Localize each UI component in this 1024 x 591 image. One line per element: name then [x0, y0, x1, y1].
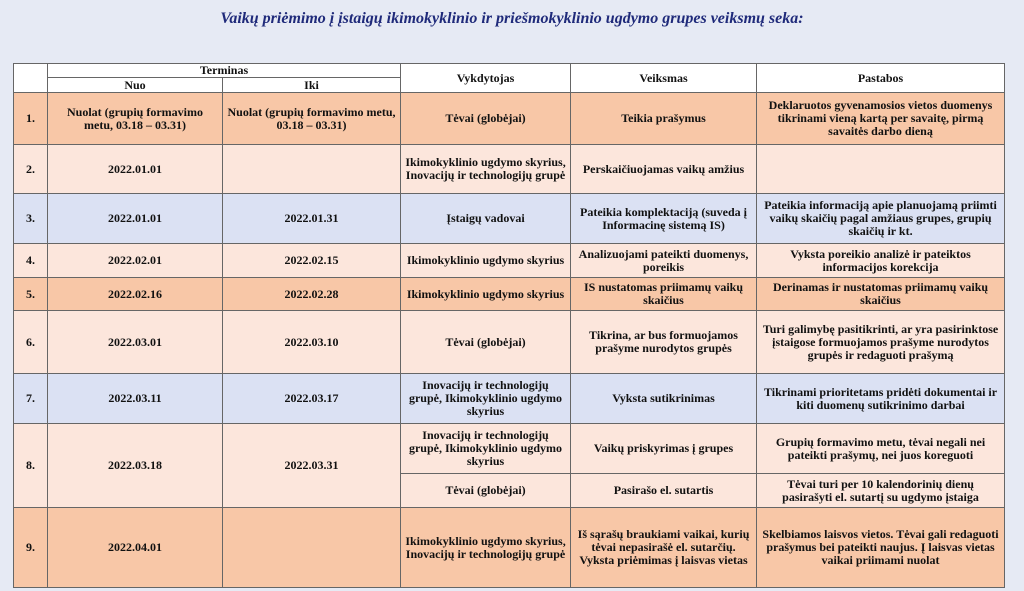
table-row — [14, 311, 1005, 374]
cell-vykdytojas: Ikimokyklinio ugdymo skyrius, Inovacijų ir technologijų grupė — [401, 508, 571, 588]
cell-veiksmas: Pateikia komplektaciją (suveda į Informacinę sistemą IS) — [571, 194, 757, 244]
row-number: 7. — [14, 374, 48, 424]
cell-veiksmas: Perskaičiuojamas vaikų amžius — [571, 145, 757, 194]
cell-pastabos: Skelbiamos laisvos vietos. Tėvai gali redaguoti prašymus bei pateikti naujus. Į laisvas vietas vaikai priimami nuolat — [757, 508, 1005, 588]
cell-iki: 2022.03.10 — [223, 311, 401, 374]
cell-veiksmas: Tikrina, ar bus formuojamos prašyme nurodytos grupės — [571, 311, 757, 374]
cell-veiksmas: IS nustatomas priimamų vaikų skaičius — [571, 278, 757, 311]
cell-nuo: 2022.03.01 — [48, 311, 223, 374]
row-number: 9. — [14, 508, 48, 588]
header-terminas: Terminas — [48, 64, 401, 78]
cell-vykdytojas: Ikimokyklinio ugdymo skyrius — [401, 278, 571, 311]
header-veiksmas: Veiksmas — [571, 64, 757, 93]
cell-veiksmas: Analizuojami pateikti duomenys, poreikis — [571, 244, 757, 278]
cell-pastabos: Derinamas ir nustatomas priimamų vaikų skaičius — [757, 278, 1005, 311]
cell-nuo: 2022.02.16 — [48, 278, 223, 311]
cell-veiksmas: Vyksta sutikrinimas — [571, 374, 757, 424]
cell-pastabos: Grupių formavimo metu, tėvai negali nei pateikti prašymų, nei juos koreguoti — [757, 424, 1005, 474]
header-pastabos: Pastabos — [757, 64, 1005, 93]
page-title: Vaikų priėmimo į įstaigų ikimokyklinio ir priešmokyklinio ugdymo grupes veiksmų seka: — [220, 10, 804, 27]
row-number: 1. — [14, 93, 48, 145]
cell-iki — [223, 145, 401, 194]
row-number: 2. — [14, 145, 48, 194]
cell-pastabos: Turi galimybę pasitikrinti, ar yra pasirinktose įstaigose formuojamos prašyme nurodytos grupės ir redaguoti prašymą — [757, 311, 1005, 374]
cell-iki — [223, 508, 401, 588]
cell-vykdytojas: Ikimokyklinio ugdymo skyrius — [401, 244, 571, 278]
cell-iki: 2022.03.17 — [223, 374, 401, 424]
row-number: 5. — [14, 278, 48, 311]
cell-vykdytojas: Tėvai (globėjai) — [401, 311, 571, 374]
table-row — [14, 244, 1005, 278]
header-nuo: Nuo — [48, 78, 223, 93]
cell-vykdytojas: Ikimokyklinio ugdymo skyrius, Inovacijų ir technologijų grupė — [401, 145, 571, 194]
cell-nuo: 2022.01.01 — [48, 194, 223, 244]
table-row — [14, 508, 1005, 588]
cell-nuo: 2022.01.01 — [48, 145, 223, 194]
cell-pastabos: Vyksta poreikio analizė ir pateiktos informacijos korekcija — [757, 244, 1005, 278]
table-row — [14, 145, 1005, 194]
cell-veiksmas: Iš sąrašų braukiami vaikai, kurių tėvai nepasirašė el. sutarčių. Vyksta priėmimas į laisvas vietas — [571, 508, 757, 588]
header-vykdytojas: Vykdytojas — [401, 64, 571, 93]
cell-iki: 2022.03.31 — [223, 424, 401, 508]
cell-veiksmas: Vaikų priskyrimas į grupes — [571, 424, 757, 474]
cell-nuo: Nuolat (grupių formavimo metu, 03.18 – 03.31) — [48, 93, 223, 145]
cell-vykdytojas: Tėvai (globėjai) — [401, 93, 571, 145]
row-number: 4. — [14, 244, 48, 278]
cell-nuo: 2022.04.01 — [48, 508, 223, 588]
table-row — [14, 93, 1005, 145]
cell-nuo: 2022.03.11 — [48, 374, 223, 424]
cell-iki: 2022.02.28 — [223, 278, 401, 311]
cell-iki: 2022.01.31 — [223, 194, 401, 244]
header-number — [14, 64, 48, 93]
row-number: 3. — [14, 194, 48, 244]
cell-veiksmas: Pasirašo el. sutartis — [571, 474, 757, 508]
cell-vykdytojas: Tėvai (globėjai) — [401, 474, 571, 508]
cell-pastabos: Pateikia informaciją apie planuojamą priimti vaikų skaičių pagal amžiaus grupes, grupių skaičių ir kt. — [757, 194, 1005, 244]
cell-pastabos: Tikrinami prioritetams pridėti dokumentai ir kiti duomenų sutikrinimo darbai — [757, 374, 1005, 424]
table-row — [14, 374, 1005, 424]
cell-nuo: 2022.02.01 — [48, 244, 223, 278]
cell-iki: Nuolat (grupių formavimo metu, 03.18 – 03.31) — [223, 93, 401, 145]
cell-pastabos: Deklaruotos gyvenamosios vietos duomenys tikrinami vieną kartą per savaitę, pirmą savaitės darbo dieną — [757, 93, 1005, 145]
table-row — [14, 278, 1005, 311]
table-row — [14, 424, 1005, 474]
schedule-table — [13, 63, 1005, 588]
row-number: 8. — [14, 424, 48, 508]
cell-pastabos — [757, 145, 1005, 194]
cell-nuo: 2022.03.18 — [48, 424, 223, 508]
cell-pastabos: Tėvai turi per 10 kalendorinių dienų pasirašyti el. sutartį su ugdymo įstaiga — [757, 474, 1005, 508]
header-iki: Iki — [223, 78, 401, 93]
cell-veiksmas: Teikia prašymus — [571, 93, 757, 145]
table-row — [14, 194, 1005, 244]
cell-vykdytojas: Inovacijų ir technologijų grupė, Ikimokyklinio ugdymo skyrius — [401, 374, 571, 424]
cell-iki: 2022.02.15 — [223, 244, 401, 278]
cell-vykdytojas: Įstaigų vadovai — [401, 194, 571, 244]
cell-vykdytojas: Inovacijų ir technologijų grupė, Ikimokyklinio ugdymo skyrius — [401, 424, 571, 474]
row-number: 6. — [14, 311, 48, 374]
